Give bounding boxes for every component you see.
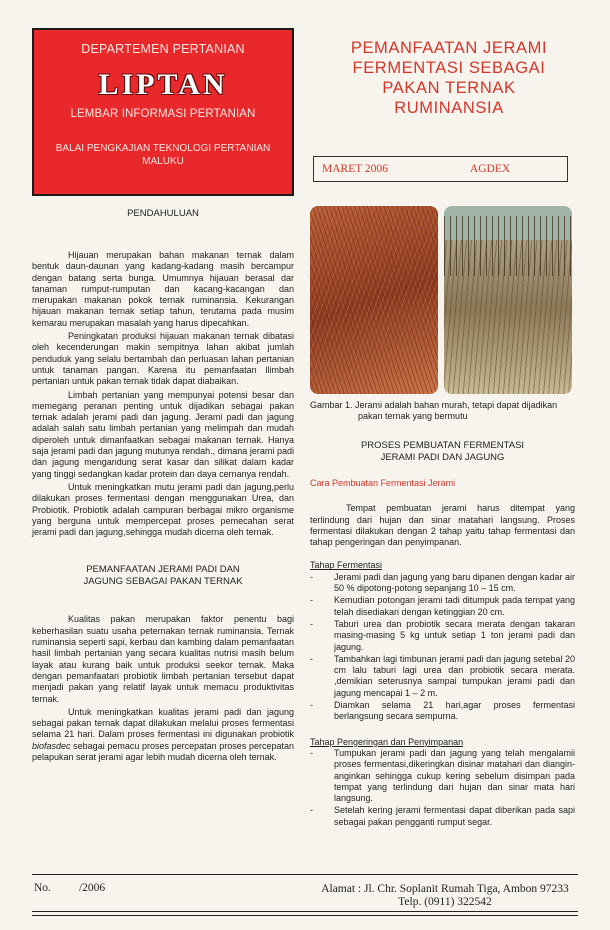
issue-number	[34, 882, 105, 894]
usage-paragraph-2-end: sebagai pemacu proses percepatan proses percepatan pelapukan serat jerami agar lebih mudah dicerna oleh ternak.	[32, 740, 294, 762]
list-item: - Diamkan selama 21 hari,agar proses fermentasi berlangsung secara sempurna.	[310, 700, 575, 723]
issue-year: /2006	[78, 882, 106, 894]
right-column	[310, 206, 575, 829]
method-heading: Cara Pembuatan Fermentasi Jerami	[310, 478, 456, 488]
fermentation-stage-heading: Tahap Fermentasi	[310, 560, 383, 571]
footer-phone: Telp. (0911) 322542	[398, 896, 492, 908]
document-title	[318, 38, 580, 118]
title-line-4: RUMINANSIA	[394, 99, 504, 117]
caption-text-1: Jerami adalah bahan murah, tetapi dapat dijadikan	[355, 400, 558, 410]
figure-photos	[310, 206, 575, 394]
process-heading	[310, 440, 575, 464]
intro-paragraph-4: Untuk meningkatkan mutu jerami padi dan jagung,perlu dilakukan proses fermentasi dengan menggunakan Urea, dan Probiotik. Probiotik adalah campuran berbagai mikro organisme yang berguna untuk mempercepat proses pemecahan serat jerami padi dan jagung,sehingga mudah dicerna oleh ternak.	[32, 481, 294, 538]
title-line-3: PAKAN TERNAK	[382, 79, 516, 97]
usage-heading-line-1: PEMANFAATAN JERAMI PADI DAN	[86, 564, 240, 576]
probiotic-name: biofasdec	[32, 740, 71, 751]
liptan-header-box	[32, 28, 294, 196]
intro-paragraph-2: Peningkatan produksi hijauan makanan ternak dibatasi oleh kecenderungan makin sempitnya lahan akibat jumlah penduduk yang selalu bertambah dan perluasan lahan pertanian untuk tanaman pangan. Karena itu pemanfaatan llimbah pertanian untuk pakan ternak tidak dapat diabaikan.	[32, 331, 294, 387]
list-item: - Tumpukan jerami padi dan jagung yang telah mengalamii proses fermentasi,dikeringkan disinar matahari dan diangin-anginkan sehingga cukup kering sebelum disimpan pada tempat yang terlindung dari hujan dan sinar mata hari langsung.	[310, 748, 575, 804]
institute-line-2: MALUKU	[142, 156, 184, 167]
process-heading-line-2: JERAMI PADI DAN JAGUNG	[380, 452, 505, 463]
list-item: - Setelah kering jerami fermentasi dapat diberikan pada sapi sebagai pakan pengganti rumput segar.	[310, 805, 575, 828]
institute-name	[34, 142, 292, 168]
usage-paragraph-2-start: Untuk meningkatkan kualitas jerami padi dan jagung sebagai pakan ternak dapat dilakukan melalui proses fermentasi selama 21 hari. Dalam proses fermentasi ini digunakan probiotik	[32, 706, 294, 740]
process-heading-line-1: PROSES PEMBUATAN FERMENTASI	[360, 440, 525, 451]
issue-no-label: No.	[34, 882, 51, 894]
intro-paragraph-1: Hijauan merupakan bahan makanan ternak dalam bentuk daun-daunan yang kadang-kadang masih bercampur dengan batang serta bunga. Umumnya hijauan berasal dar tanaman rumput-rumputan dan kacang-kacangan dan merupakan makanan pokok ternak ruminansia. Kekurangan hijauan makanan ternak setiap tahun, terutama pada musim kemarau merupakan masalah yang harus dipecahkan.	[32, 250, 294, 328]
agdex-code: AGDEX	[469, 163, 511, 175]
liptan-logo-text: LIPTAN	[98, 68, 228, 101]
footer-top-rule	[32, 874, 578, 875]
usage-paragraph-2	[32, 707, 294, 763]
drying-stage-heading: Tahap Pengeringan dan Penyimpanan	[310, 736, 464, 747]
date-box	[313, 156, 568, 182]
usage-heading	[32, 564, 294, 588]
drying-steps-list	[310, 748, 575, 828]
footer-bottom-rule-1	[32, 911, 578, 912]
publication-date: MARET 2006	[322, 163, 388, 175]
fermentation-steps-list	[310, 572, 575, 723]
tree-line-image	[444, 216, 572, 276]
publication-subtitle: LEMBAR INFORMASI PERTANIAN	[70, 108, 256, 120]
list-item: - Tambahkan lagi timbunan jerami padi dan jagung setebal 20 cm lalu taburi lagi urea dan probiotik secara merata. ,demikian seterusnya sampai tumpukan jerami padi dan jagung mencapai 1 – 2 m.	[310, 654, 575, 699]
list-item: - Jerami padi dan jagung yang baru dipanen dengan kadar air 50 % dipotong-potong sepanjang 10 – 15 cm.	[310, 572, 575, 595]
department-name: DEPARTEMEN PERTANIAN	[81, 42, 245, 56]
process-paragraph: Tempat pembuatan jerami harus ditempat yang terlindung dari hujan dan sinar matahari langsung. Proses fermentasi dilakukan dengan 2 tahap yaitu tahap fermentasi dan tahap pengeringan dan penyimpanan.	[310, 503, 575, 548]
caption-label: Gambar 1.	[310, 400, 353, 410]
footer-bottom-rule-2	[32, 915, 578, 916]
straw-closeup-photo	[310, 206, 438, 394]
title-line-1: PEMANFAATAN JERAMI	[350, 39, 548, 57]
list-item: - Taburi urea dan probiotik secara merata dengan takaran masing-masing 5 kg untuk setiap 1 ton jerami padi dan jagung.	[310, 619, 575, 653]
caption-text-2: pakan ternak yang bermutu	[358, 411, 468, 421]
intro-heading: PENDAHULUAN	[127, 208, 199, 219]
usage-heading-line-2: JAGUNG SEBAGAI PAKAN TERNAK	[83, 576, 243, 588]
institute-line-1: BALAI PENGKAJIAN TEKNOLOGI PERTANIAN	[55, 143, 271, 154]
figure-caption	[310, 400, 575, 422]
list-item: - Kemudian potongan jerami tadi ditumpuk pada tempat yang telah disediakan dengan ketinggian 20 cm.	[310, 595, 575, 618]
straw-pile-photo	[444, 206, 572, 394]
left-column	[32, 208, 294, 765]
usage-paragraph-1: Kualitas pakan merupakan faktor penentu bagi keberhasilan suatu usaha peternakan ternak ruminansia. Ternak ruminansia seperti sapi, kerbau dan kambing dalam pemanfaatan hasil limbah pertanian yang secara kualitas nutrisi masih belum layak atau kurang baik untuk produksi seekor ternak. Maka dengan pemanfaatan probiotik limbah pertanian tersebut dapat menjadi pakan yang relatif layak untuk memacu produktivitas ternak.	[32, 614, 294, 704]
footer-address: Alamat : Jl. Chr. Soplanit Rumah Tiga, Ambon 97233	[321, 883, 569, 895]
title-line-2: FERMENTASI SEBAGAI	[352, 59, 546, 77]
intro-paragraph-3: Limbah pertanian yang mempunyai potensi besar dan memegang peranan penting untuk dijadikan sebagai pakan ternak adalah jerami padi dan jagung. Jerami padi dan jagung adalah salah satu limbah pertanian yang melimpah dan mudah diperoleh untuk dimanfaatkan sebagai makanan ternak. Hanya saja jerami padi dan jagung mutunya rendah., dimana jerami padi dan jagung mengandung serat kasar dan silikat dalam kadar yang tinggi sedangkan kadar protein dan daya cernanya rendah.	[32, 389, 294, 479]
